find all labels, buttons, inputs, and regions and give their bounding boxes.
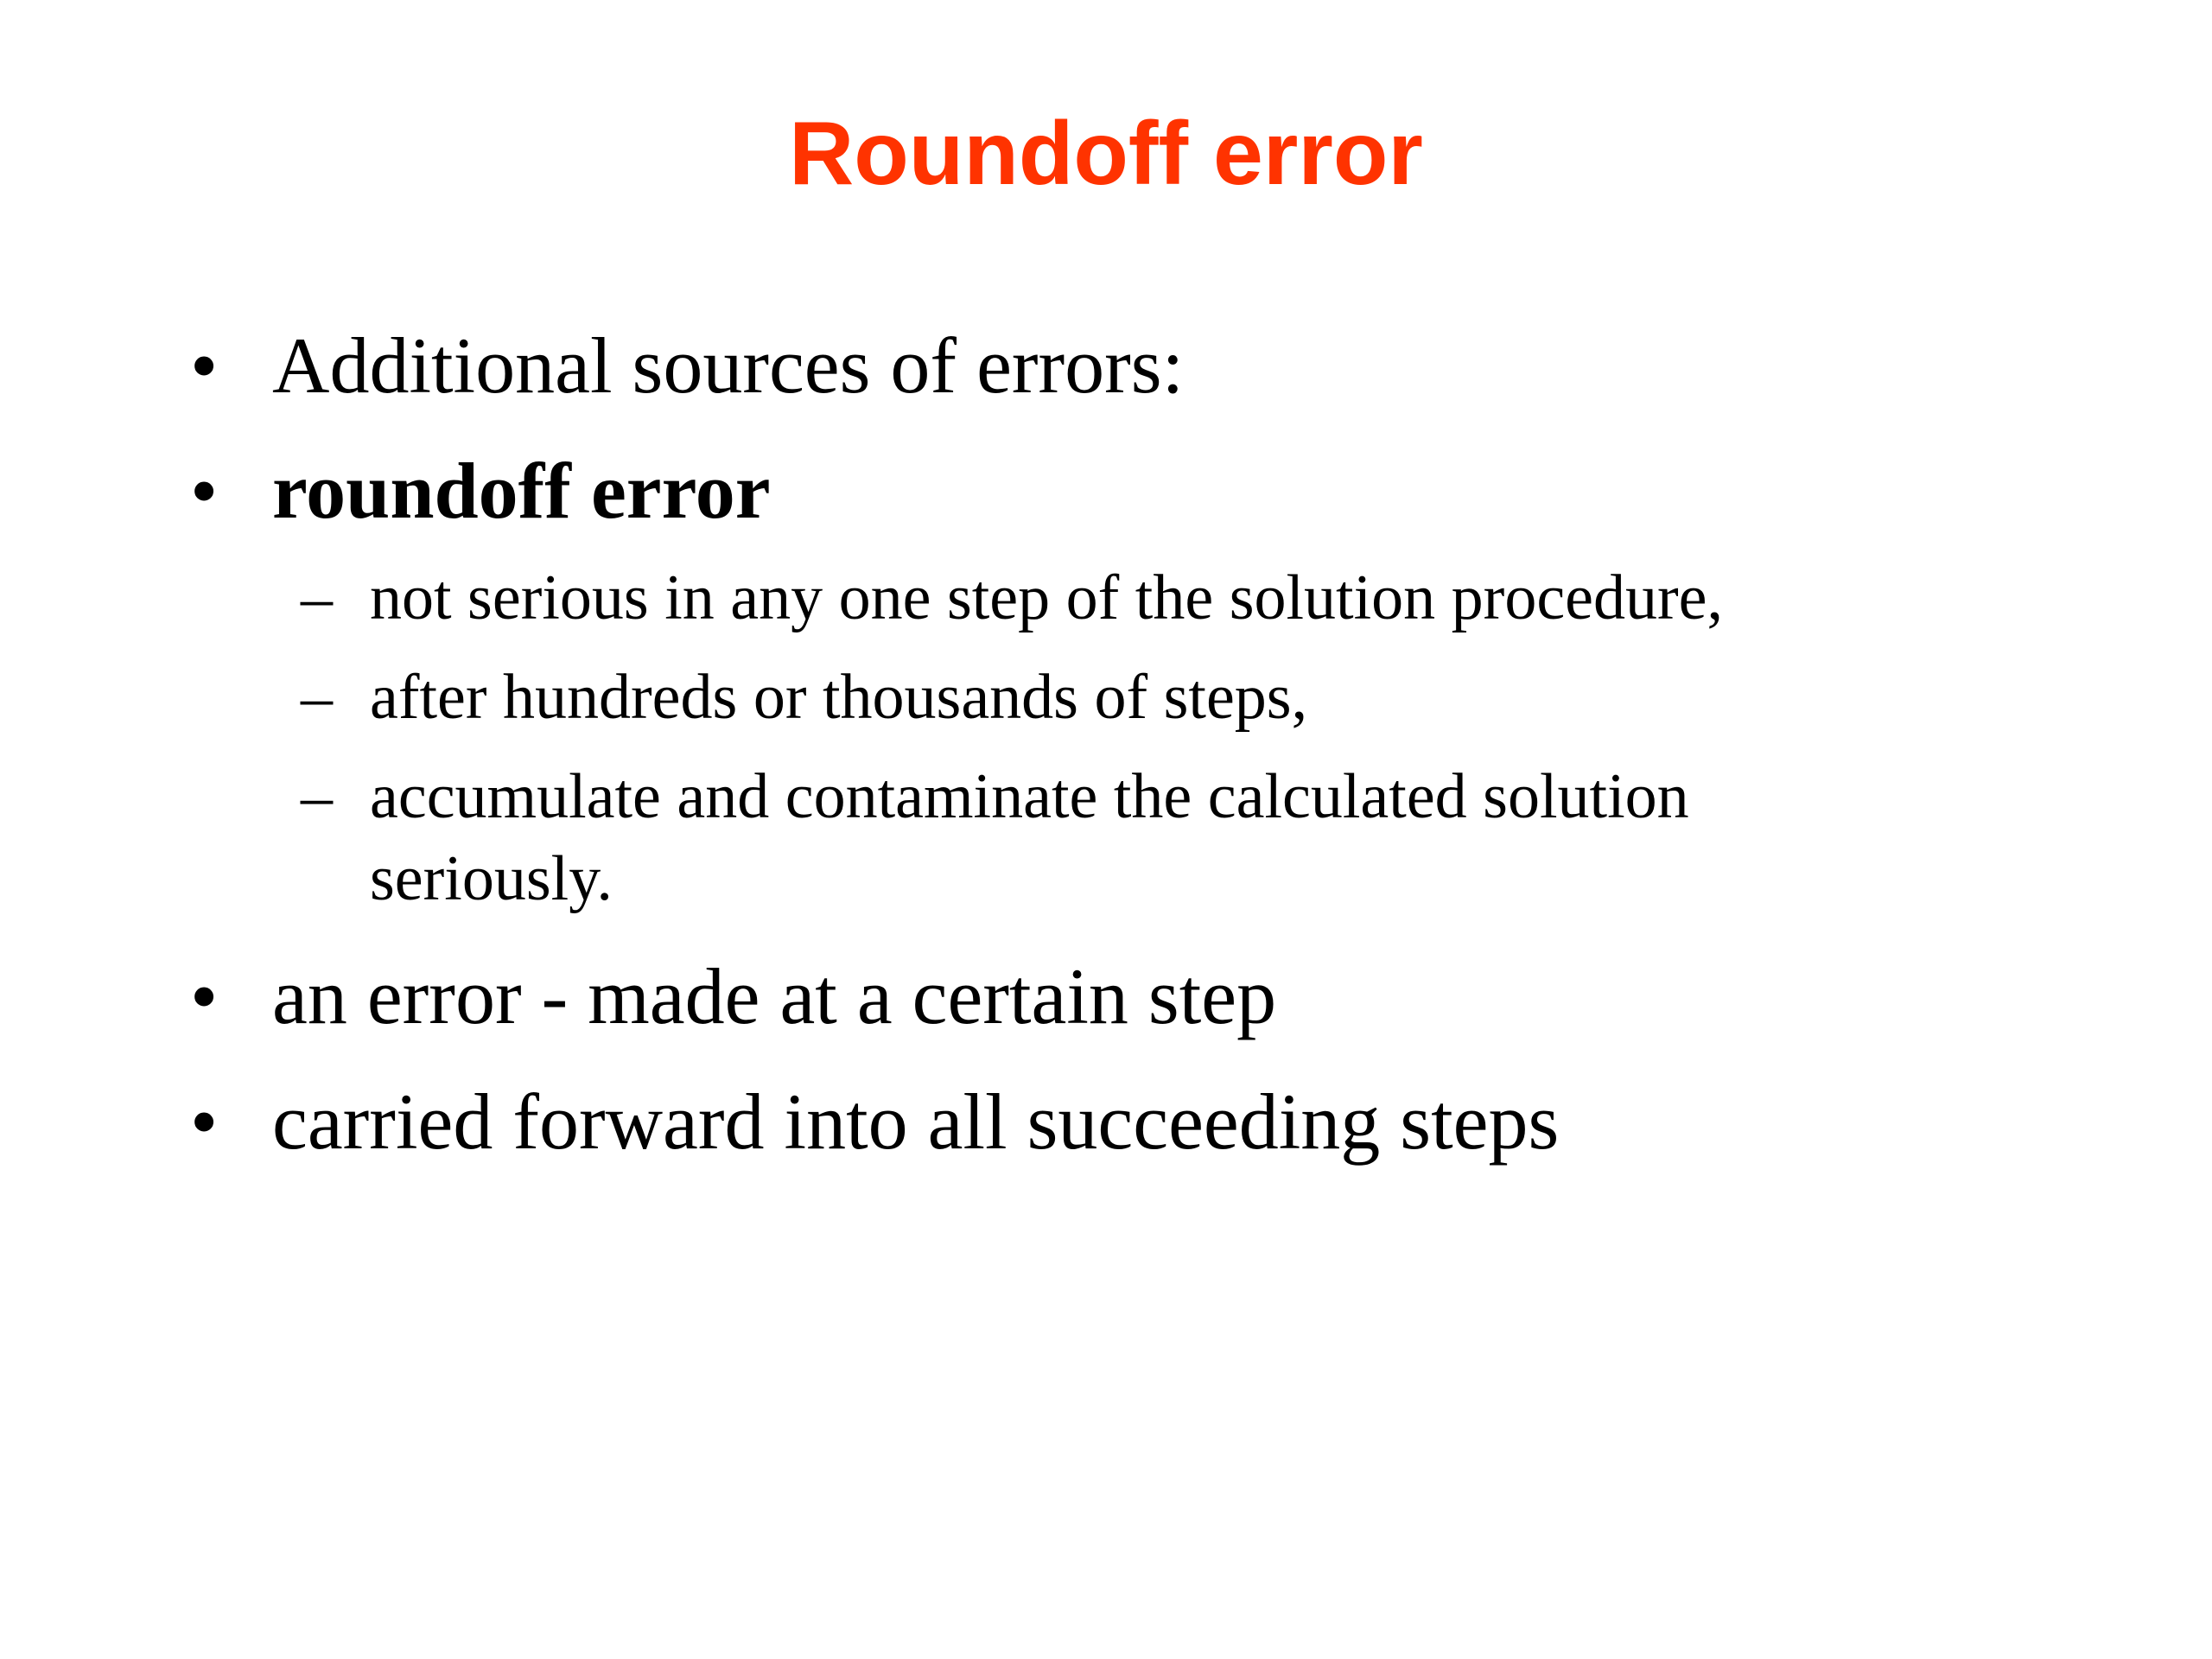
bullet-marker: • xyxy=(190,1077,219,1166)
sub-bullet-text: after hundreds or thousands of steps, xyxy=(370,662,1308,733)
sub-bullet-text: seriously. xyxy=(370,843,613,914)
bullet-text: carried forward into all succeeding steps xyxy=(272,1077,1560,1166)
bullet-text: Additional sources of errors: xyxy=(272,321,1185,410)
bullet-marker: • xyxy=(190,952,219,1040)
sub-bullet-text: not serious in any one step of the solution procedure, xyxy=(370,563,1723,633)
slide-title: Roundoff error xyxy=(789,104,1423,204)
bullet-text: roundoff error xyxy=(272,447,771,535)
bullet-marker: • xyxy=(190,447,219,535)
bullet-text: an error - made at a certain step xyxy=(272,952,1277,1040)
sub-bullet-marker: – xyxy=(301,563,333,633)
sub-bullet-text: accumulate and contaminate the calculated solution xyxy=(370,761,1689,832)
bullet-marker: • xyxy=(190,321,219,410)
sub-bullet-marker: – xyxy=(301,761,333,832)
sub-bullet-marker: – xyxy=(301,662,333,733)
